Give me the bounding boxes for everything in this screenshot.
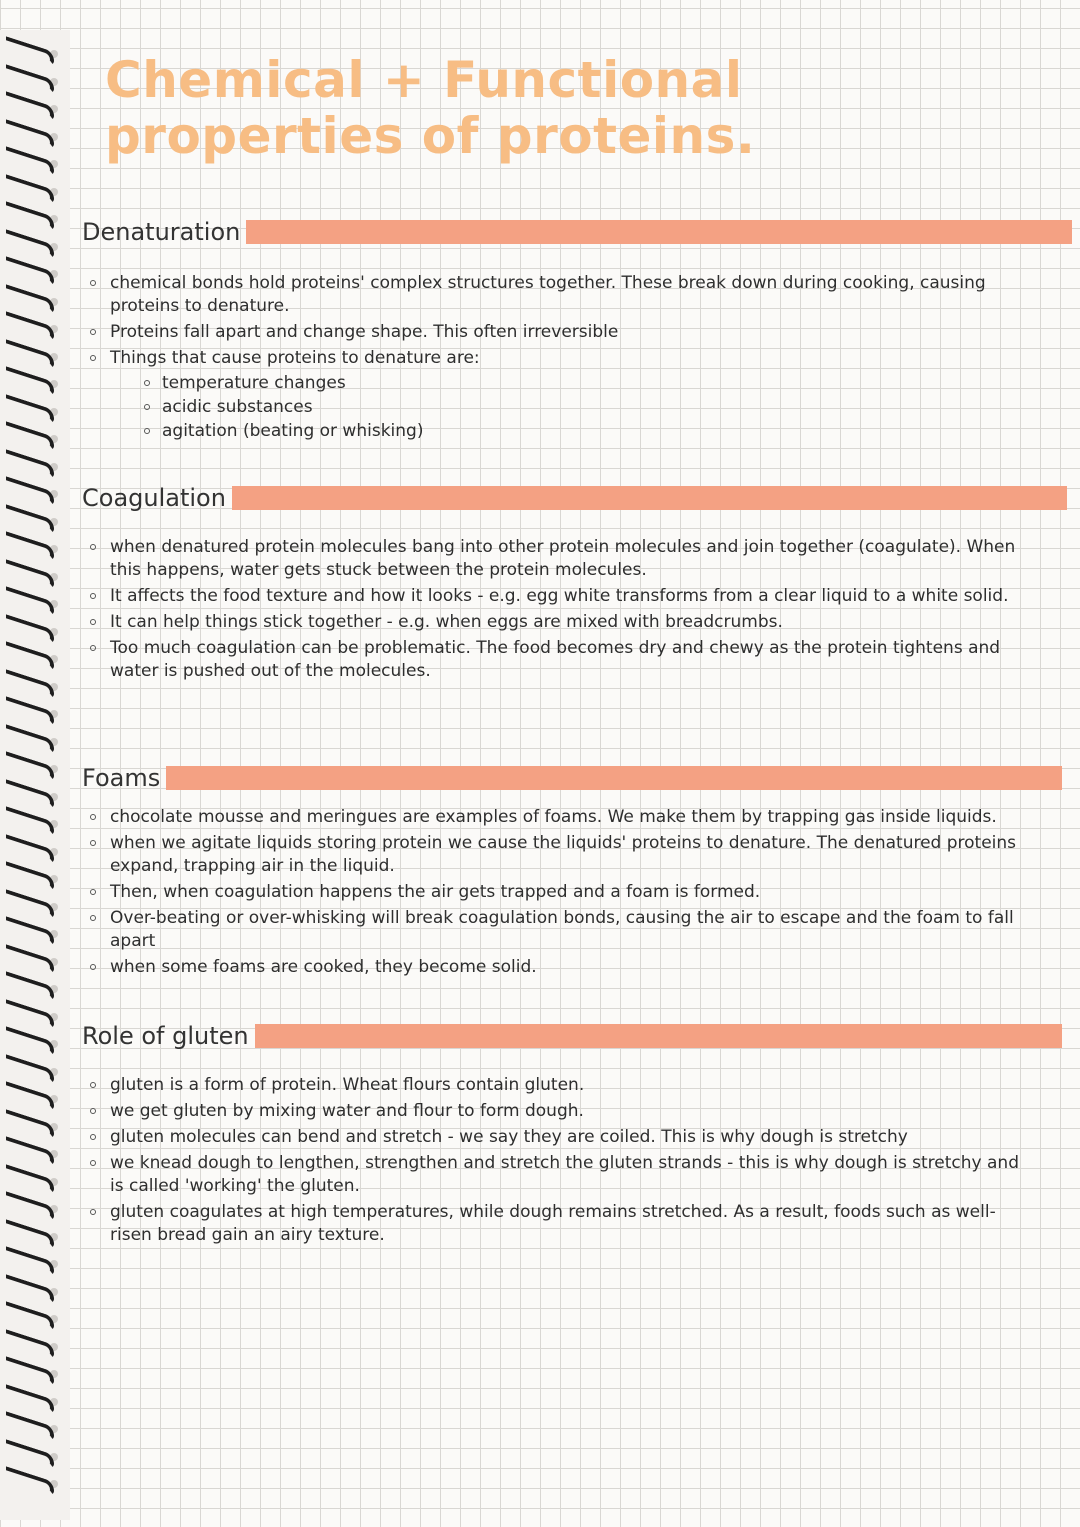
spiral-ring [6, 201, 54, 231]
spiral-ring [6, 449, 54, 479]
list-item: we knead dough to lengthen, strengthen and stretch the gluten strands - this is why dough is stretchy and is called 'working' the gluten. [88, 1152, 1033, 1198]
spiral-binding [0, 30, 70, 1520]
list-item: gluten is a form of protein. Wheat flours contain gluten. [88, 1074, 1033, 1097]
spiral-ring [6, 504, 54, 534]
spiral-ring [6, 229, 54, 259]
spiral-ring [6, 174, 54, 204]
spiral-ring [6, 999, 54, 1029]
highlight-bar [255, 1024, 1062, 1048]
section-heading-role-of-gluten [82, 1016, 1062, 1050]
gluten-list [88, 1074, 1033, 1250]
spiral-ring [6, 834, 54, 864]
spiral-ring [6, 889, 54, 919]
spiral-ring [6, 64, 54, 94]
list-item: It can help things stick together - e.g. when eggs are mixed with breadcrumbs. [88, 611, 1043, 634]
sub-list-item: temperature changes [142, 372, 1018, 395]
spiral-ring [6, 394, 54, 424]
spiral-ring [6, 944, 54, 974]
denaturation-list [88, 272, 1018, 446]
page-title: Chemical + Functional properties of proteins. [105, 51, 756, 165]
spiral-ring [6, 476, 54, 506]
spiral-ring [6, 971, 54, 1001]
spiral-ring [6, 311, 54, 341]
spiral-ring [6, 1109, 54, 1139]
spiral-ring [6, 806, 54, 836]
list-item: when we agitate liquids storing protein we cause the liquids' proteins to denature. The denatured proteins expand, trapping air in the liquid. [88, 832, 1033, 878]
sub-list-item: acidic substances [142, 396, 1018, 419]
list-item: when some foams are cooked, they become solid. [88, 956, 1033, 979]
spiral-ring [6, 779, 54, 809]
spiral-ring [6, 751, 54, 781]
list-item: Then, when coagulation happens the air gets trapped and a foam is formed. [88, 881, 1033, 904]
spiral-ring [6, 586, 54, 616]
spiral-ring [6, 1191, 54, 1221]
spiral-ring [6, 559, 54, 589]
coagulation-list [88, 536, 1043, 686]
section-heading-label: Coagulation [82, 484, 226, 512]
spiral-ring [6, 119, 54, 149]
spiral-ring [6, 1081, 54, 1111]
spiral-ring [6, 1026, 54, 1056]
spiral-ring [6, 531, 54, 561]
spiral-ring [6, 696, 54, 726]
spiral-ring [6, 669, 54, 699]
list-item: Proteins fall apart and change shape. This often irreversible [88, 321, 1018, 344]
list-item: Too much coagulation can be problematic. The food becomes dry and chewy as the protein tightens and water is pushed out of the molecules. [88, 637, 1043, 683]
denaturation-causes-list [142, 372, 1018, 443]
spiral-ring [6, 1274, 54, 1304]
spiral-ring [6, 1329, 54, 1359]
spiral-ring [6, 1466, 54, 1496]
spiral-ring [6, 146, 54, 176]
section-heading-label: Foams [82, 764, 161, 792]
spiral-ring [6, 339, 54, 369]
spiral-ring [6, 1384, 54, 1414]
section-heading-coagulation [82, 478, 1067, 512]
spiral-ring [6, 1164, 54, 1194]
list-item: gluten coagulates at high temperatures, while dough remains stretched. As a result, foods such as well-risen bread gain an airy texture. [88, 1201, 1033, 1247]
list-item-text: Things that cause proteins to denature are: [110, 348, 480, 368]
spiral-ring [6, 284, 54, 314]
list-item: Over-beating or over-whisking will break coagulation bonds, causing the air to escape and the foam to fall apart [88, 907, 1033, 953]
spiral-ring [6, 1301, 54, 1331]
spiral-ring [6, 861, 54, 891]
section-heading-foams [82, 758, 1062, 792]
section-heading-label: Role of gluten [82, 1022, 249, 1050]
highlight-bar [166, 766, 1062, 790]
spiral-ring [6, 421, 54, 451]
highlight-bar [246, 220, 1072, 244]
spiral-ring [6, 1136, 54, 1166]
spiral-ring [6, 91, 54, 121]
spiral-ring [6, 1356, 54, 1386]
list-item: It affects the food texture and how it looks - e.g. egg white transforms from a clear liquid to a white solid. [88, 585, 1043, 608]
section-heading-label: Denaturation [82, 218, 241, 246]
spiral-ring [6, 916, 54, 946]
spiral-ring [6, 1219, 54, 1249]
spiral-ring [6, 641, 54, 671]
section-heading-denaturation [82, 212, 1072, 246]
spiral-ring [6, 1411, 54, 1441]
spiral-ring [6, 366, 54, 396]
list-item: when denatured protein molecules bang into other protein molecules and join together (coagulate). When this happens, water gets stuck between the protein molecules. [88, 536, 1043, 582]
spiral-ring [6, 256, 54, 286]
list-item: chocolate mousse and meringues are examples of foams. We make them by trapping gas inside liquids. [88, 806, 1033, 829]
foams-list [88, 806, 1033, 982]
highlight-bar [232, 486, 1067, 510]
sub-list-item: agitation (beating or whisking) [142, 420, 1018, 443]
spiral-ring [6, 724, 54, 754]
list-item [88, 347, 1018, 443]
list-item: chemical bonds hold proteins' complex structures together. These break down during cooking, causing proteins to denature. [88, 272, 1018, 318]
spiral-ring [6, 36, 54, 66]
list-item: we get gluten by mixing water and flour to form dough. [88, 1100, 1033, 1123]
spiral-ring [6, 1439, 54, 1469]
spiral-ring [6, 1246, 54, 1276]
list-item: gluten molecules can bend and stretch - we say they are coiled. This is why dough is stretchy [88, 1126, 1033, 1149]
spiral-ring [6, 614, 54, 644]
spiral-ring [6, 1054, 54, 1084]
